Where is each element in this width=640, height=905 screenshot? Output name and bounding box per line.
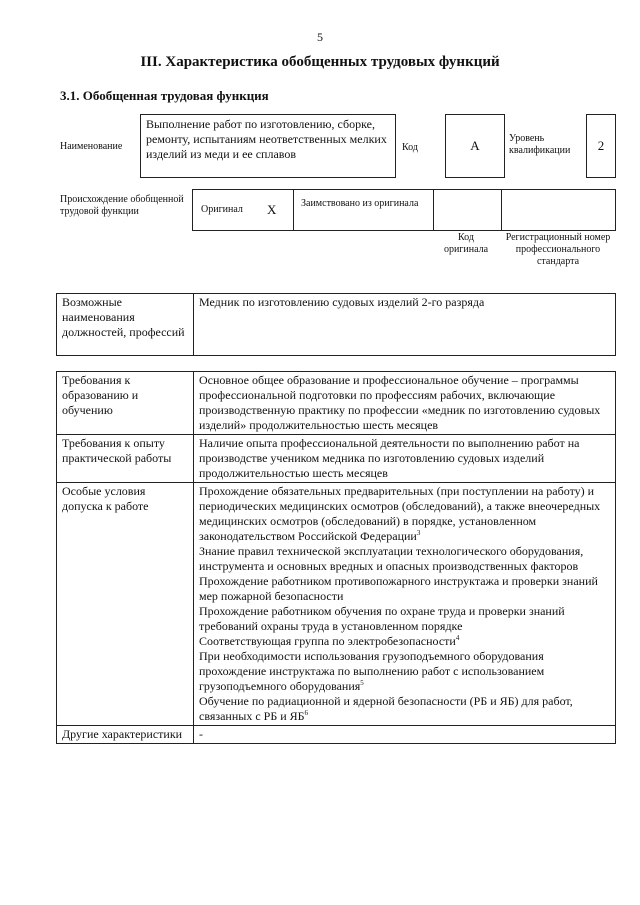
borrowed-label: Заимствовано из оригинала	[301, 198, 419, 209]
list-item: Соответствующая группа по электробезопасности$^4$	[199, 634, 460, 648]
education-label: Требования к образованию и обучению	[57, 372, 194, 435]
code-value: А	[470, 138, 480, 153]
special-conditions-cell	[194, 483, 616, 726]
function-name-value: Выполнение работ по изготовлению, сборке, ремонту, испытаниям неответственных мелких изделий из меди и ее сплавов	[146, 117, 387, 161]
reg-number-label: Регистрационный номер профессионального стандарта	[505, 232, 611, 267]
page-number: 5	[317, 30, 323, 44]
experience-value: Наличие опыта профессиональной деятельности по выполнению работ на производстве учеником медника по изготовлению судовых изделий продолжительностью шесть месяцев	[194, 435, 616, 483]
special-label: Особые условия допуска к работе	[57, 483, 194, 726]
code-label: Код	[402, 142, 418, 153]
origin-box	[192, 189, 616, 231]
list-item: Прохождение работником противопожарного инструктажа и проверки знаний мер пожарной безопасности	[199, 574, 598, 603]
table-row	[57, 726, 616, 744]
list-item: Обучение по радиационной и ядерной безопасности (РБ и ЯБ) для работ, связанных с РБ и $ЯБ^6$	[199, 694, 573, 723]
code-box	[445, 114, 505, 178]
positions-label: Возможные наименования должностей, профессий	[57, 294, 194, 356]
list-item: Знание правил технической эксплуатации технологического оборудования, инструмента и основных вредных и опасных производственных факторов	[199, 544, 584, 573]
list-item: Прохождение работником обучения по охране труда и проверки знаний требований охраны труда в установленном порядке	[199, 604, 565, 633]
experience-label: Требования к опыту практической работы	[57, 435, 194, 483]
other-value: -	[194, 726, 616, 744]
table-row	[57, 483, 616, 726]
origin-label: Происхождение обобщенной трудовой функции	[60, 194, 184, 217]
table-row	[57, 435, 616, 483]
name-label: Наименование	[60, 141, 123, 152]
list-item: При необходимости использования грузоподъемного оборудования прохождение инструктажа по выполнению работ с использованием грузоподъемного оборудования$^5$	[199, 649, 545, 693]
level-value: 2	[597, 138, 605, 153]
section-title: III. Характеристика обобщенных трудовых функций	[140, 54, 500, 70]
table-row	[57, 372, 616, 435]
level-box	[586, 114, 616, 178]
function-name-box	[140, 114, 396, 178]
other-label: Другие характеристики	[57, 726, 194, 744]
origin-divider	[293, 190, 294, 230]
subsection-title: 3.1. Обобщенная трудовая функция	[60, 88, 269, 103]
level-label: Уровень квалификации	[509, 133, 571, 156]
positions-value: Медник по изготовлению судовых изделий 2-го разряда	[194, 294, 616, 356]
requirements-table	[56, 371, 616, 744]
education-value: Основное общее образование и профессиональное обучение – программы профессиональной подготовки по профессиям рабочих, включающие производственную практику по профессии «медник по изготовлению судовых изделий» продолжительностью шесть месяцев	[194, 372, 616, 435]
original-mark: X	[267, 202, 277, 217]
list-item: Прохождение обязательных предварительных (при поступлении на работу) и периодических медицинских осмотров (обследований), а также внеочередных медицинских осмотров (обследований) в порядке, установленном законодательством Российской Федерации$^3$	[199, 484, 601, 543]
table-row	[57, 294, 616, 356]
positions-table	[56, 293, 616, 356]
code-original-label: Код оригинала	[443, 232, 489, 255]
original-label: Оригинал	[201, 204, 243, 215]
origin-divider	[433, 190, 434, 230]
origin-divider	[501, 190, 502, 230]
